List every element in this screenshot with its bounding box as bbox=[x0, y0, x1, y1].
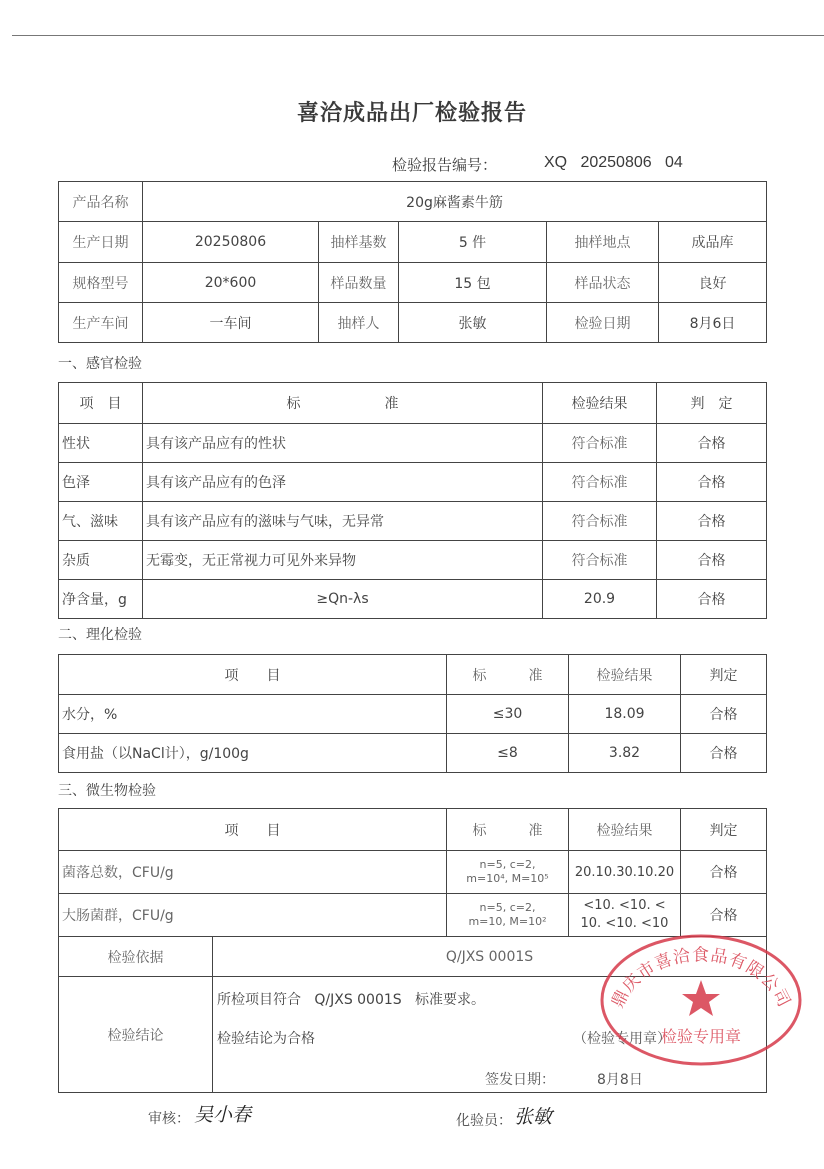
sensory-header-result: 检验结果 bbox=[543, 383, 657, 424]
sample-state-label: 样品状态 bbox=[547, 263, 659, 303]
prod-date: 20250806 bbox=[143, 222, 319, 263]
sensory-item: 色泽 bbox=[59, 463, 143, 502]
micro-std-line2: m=10⁴, M=10⁵ bbox=[466, 872, 549, 885]
sensory-table bbox=[58, 382, 767, 619]
sensory-item: 杂质 bbox=[59, 541, 143, 580]
conclusion-line2: 检验结论为合格 bbox=[217, 1031, 315, 1047]
micro-result-line1: 20.10.30.10.20 bbox=[574, 864, 675, 880]
table-row bbox=[59, 695, 767, 734]
micro-result bbox=[569, 851, 681, 894]
micro-std-line1: n=5, c=2, bbox=[479, 901, 536, 914]
sensory-header-std: 标 准 bbox=[143, 383, 543, 424]
sample-base-label: 抽样基数 bbox=[319, 222, 399, 263]
tester-label: 化验员： bbox=[456, 1113, 512, 1129]
sensory-verdict: 合格 bbox=[657, 463, 767, 502]
micro-std bbox=[447, 851, 569, 894]
inspection-stamp bbox=[598, 930, 804, 1066]
micro-std bbox=[447, 894, 569, 937]
star-icon bbox=[682, 980, 720, 1016]
stamp-note: （检验专用章） bbox=[573, 1031, 671, 1047]
table-row bbox=[59, 580, 767, 619]
report-number bbox=[392, 154, 683, 175]
workshop-label: 生产车间 bbox=[59, 303, 143, 343]
physchem-verdict: 合格 bbox=[681, 734, 767, 773]
sampler-label: 抽样人 bbox=[319, 303, 399, 343]
table-row bbox=[59, 463, 767, 502]
basis-value: Q/JXS 0001S bbox=[213, 937, 767, 977]
sensory-verdict: 合格 bbox=[657, 580, 767, 619]
product-info-table bbox=[58, 181, 767, 343]
micro-item: 大肠菌群，CFU/g bbox=[59, 894, 447, 937]
report-number-value: XQ 20250806 04 bbox=[544, 154, 683, 171]
conclusion-line1-b: Q/JXS 0001S bbox=[314, 992, 402, 1008]
sample-place-label: 抽样地点 bbox=[547, 222, 659, 263]
physchem-std: ≤8 bbox=[447, 734, 569, 773]
spec-label: 规格型号 bbox=[59, 263, 143, 303]
report-title: 喜洽成品出厂检验报告 bbox=[296, 101, 527, 126]
issue-date: 8月8日 bbox=[597, 1072, 643, 1088]
micro-std-line1: n=5, c=2, bbox=[479, 858, 536, 871]
sensory-item: 净含量，g bbox=[59, 580, 143, 619]
workshop: 一车间 bbox=[143, 303, 319, 343]
table-row bbox=[59, 424, 767, 463]
physchem-result: 18.09 bbox=[569, 695, 681, 734]
reviewer-label: 审核： bbox=[148, 1111, 190, 1127]
sampler: 张敏 bbox=[399, 303, 547, 343]
physchem-verdict: 合格 bbox=[681, 695, 767, 734]
sensory-std: 具有该产品应有的色泽 bbox=[143, 463, 543, 502]
top-rule bbox=[12, 35, 824, 36]
product-name: 20g麻酱素牛筋 bbox=[143, 182, 767, 222]
micro-header-result: 检验结果 bbox=[569, 809, 681, 851]
inspect-date-label: 检验日期 bbox=[547, 303, 659, 343]
sensory-std: ≥Qn-λs bbox=[143, 580, 543, 619]
sensory-std: 具有该产品应有的滋味与气味，无异常 bbox=[143, 502, 543, 541]
conclusion-line1-a: 所检项目符合 bbox=[217, 992, 301, 1008]
micro-result-line2: 10. <10. <10 bbox=[580, 916, 669, 931]
sensory-item: 性状 bbox=[59, 424, 143, 463]
sensory-result: 符合标准 bbox=[543, 424, 657, 463]
physchem-header-std: 标 准 bbox=[447, 655, 569, 695]
sensory-header-verdict: 判 定 bbox=[657, 383, 767, 424]
physchem-header-verdict: 判定 bbox=[681, 655, 767, 695]
sensory-verdict: 合格 bbox=[657, 424, 767, 463]
physchem-header-result: 检验结果 bbox=[569, 655, 681, 695]
sensory-result: 符合标准 bbox=[543, 541, 657, 580]
sample-qty: 15 包 bbox=[399, 263, 547, 303]
table-row bbox=[59, 851, 767, 894]
micro-heading: 三、微生物检验 bbox=[58, 783, 156, 799]
conclusion-line1-c: 标准要求。 bbox=[415, 992, 486, 1008]
micro-verdict: 合格 bbox=[681, 894, 767, 937]
conclusion-label: 检验结论 bbox=[59, 977, 213, 1093]
micro-item: 菌落总数，CFU/g bbox=[59, 851, 447, 894]
table-row bbox=[59, 541, 767, 580]
micro-result-line1: <10. <10. < bbox=[583, 898, 666, 913]
stamp-use-text: 检验专用章 bbox=[660, 1027, 742, 1046]
sample-place: 成品库 bbox=[659, 222, 767, 263]
spec: 20*600 bbox=[143, 263, 319, 303]
physchem-result: 3.82 bbox=[569, 734, 681, 773]
tester-signature: 张敏 bbox=[514, 1106, 553, 1128]
physchem-std: ≤30 bbox=[447, 695, 569, 734]
micro-header-std: 标 准 bbox=[447, 809, 569, 851]
physchem-heading: 二、理化检验 bbox=[58, 627, 142, 643]
table-row bbox=[59, 502, 767, 541]
physchem-header-item: 项 目 bbox=[59, 655, 447, 695]
inspect-date: 8月6日 bbox=[659, 303, 767, 343]
micro-verdict: 合格 bbox=[681, 851, 767, 894]
reviewer-signature: 吴小春 bbox=[194, 1104, 252, 1126]
sensory-std: 无霉变，无正常视力可见外来异物 bbox=[143, 541, 543, 580]
sample-base: 5 件 bbox=[399, 222, 547, 263]
product-name-label: 产品名称 bbox=[59, 182, 143, 222]
micro-header-verdict: 判定 bbox=[681, 809, 767, 851]
sensory-header-item: 项 目 bbox=[59, 383, 143, 424]
basis-label: 检验依据 bbox=[59, 937, 213, 977]
issue-date-label: 签发日期： bbox=[485, 1072, 555, 1088]
micro-header-item: 项 目 bbox=[59, 809, 447, 851]
micro-std-line2: m=10, M=10² bbox=[468, 915, 547, 928]
report-number-label: 检验报告编号： bbox=[392, 156, 498, 174]
stamp-org-path: 鼎庆市喜洽食品有限公司 bbox=[607, 945, 795, 1012]
sensory-verdict: 合格 bbox=[657, 502, 767, 541]
sensory-heading: 一、感官检验 bbox=[58, 356, 142, 372]
sensory-item: 气、滋味 bbox=[59, 502, 143, 541]
sensory-verdict: 合格 bbox=[657, 541, 767, 580]
sensory-result: 符合标准 bbox=[543, 502, 657, 541]
conclusion-line1 bbox=[217, 989, 485, 1009]
table-row bbox=[59, 734, 767, 773]
sensory-result: 符合标准 bbox=[543, 463, 657, 502]
physchem-item: 水分，% bbox=[59, 695, 447, 734]
sensory-std: 具有该产品应有的性状 bbox=[143, 424, 543, 463]
sensory-result: 20.9 bbox=[543, 580, 657, 619]
sample-state: 良好 bbox=[659, 263, 767, 303]
physchem-table bbox=[58, 654, 767, 773]
sample-qty-label: 样品数量 bbox=[319, 263, 399, 303]
physchem-item: 食用盐（以NaCl计），g/100g bbox=[59, 734, 447, 773]
prod-date-label: 生产日期 bbox=[59, 222, 143, 263]
